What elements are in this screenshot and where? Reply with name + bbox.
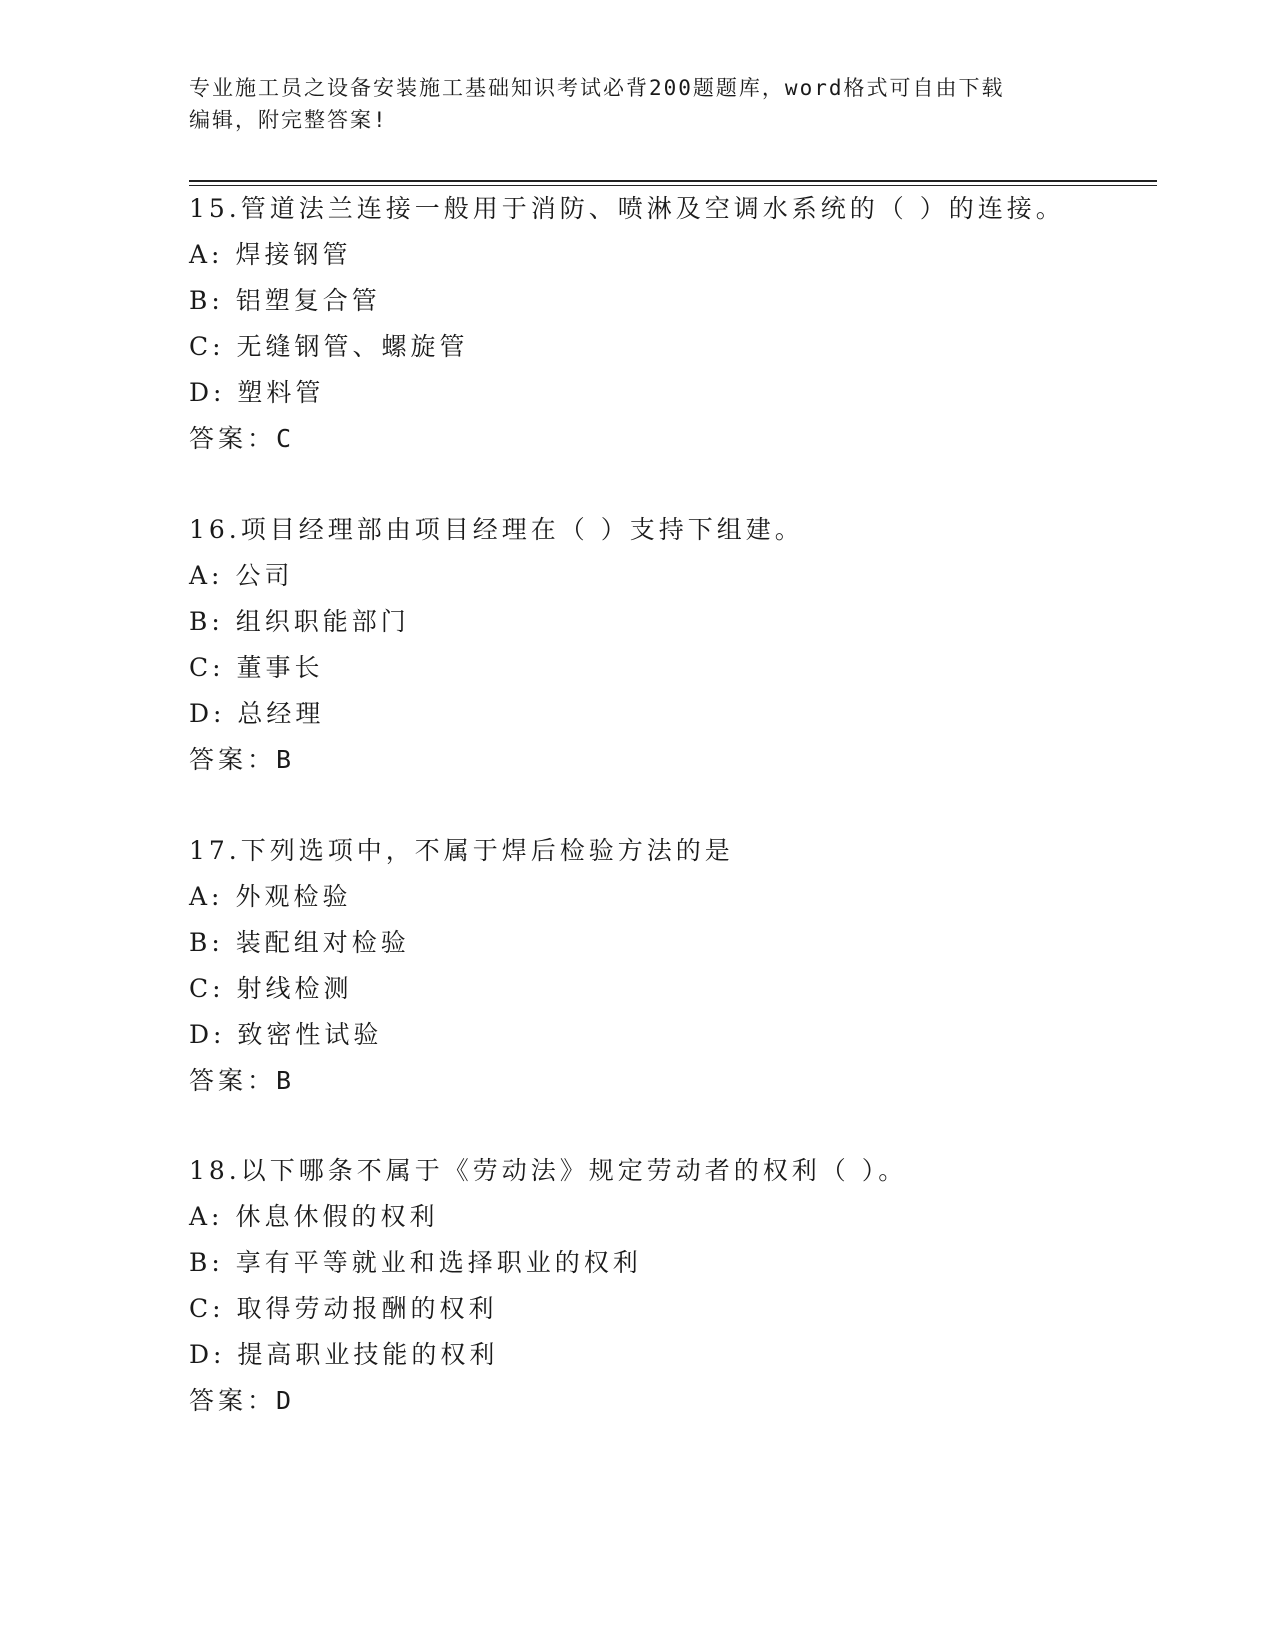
- option-letter: C:: [189, 653, 225, 682]
- option-text: 装配组对检验: [235, 928, 410, 957]
- header-divider-thick: [189, 180, 1157, 182]
- option-c: [189, 324, 1149, 370]
- question-15: [189, 186, 1149, 462]
- option-letter: A:: [189, 882, 224, 911]
- question-17: [189, 828, 1149, 1104]
- option-b: [189, 599, 1149, 645]
- option-b: [189, 278, 1149, 324]
- question-stem: 18.以下哪条不属于《劳动法》规定劳动者的权利（ ）。: [189, 1156, 908, 1185]
- option-a: [189, 874, 1149, 920]
- option-letter: A:: [189, 561, 224, 590]
- option-text: 塑料管: [237, 378, 325, 407]
- option-text: 休息休假的权利: [235, 1202, 439, 1231]
- option-letter: B:: [189, 1248, 224, 1277]
- option-b: [189, 1240, 1149, 1286]
- option-letter: B:: [189, 928, 224, 957]
- question-stem: 17.下列选项中，不属于焊后检验方法的是: [189, 836, 734, 865]
- option-a: [189, 553, 1149, 599]
- option-text: 董事长: [236, 653, 324, 682]
- header-line-2: 编辑，附完整答案!: [189, 108, 388, 132]
- option-letter: A:: [189, 240, 224, 269]
- answer-line: 答案：B: [189, 745, 296, 774]
- answer-line: 答案：C: [189, 424, 296, 453]
- option-text: 取得劳动报酬的权利: [236, 1294, 498, 1323]
- option-text: 外观检验: [235, 882, 352, 911]
- option-text: 无缝钢管、螺旋管: [236, 332, 469, 361]
- option-text: 铝塑复合管: [235, 286, 381, 315]
- question-stem: 15.管道法兰连接一般用于消防、喷淋及空调水系统的（ ）的连接。: [189, 194, 1065, 223]
- option-letter: D:: [189, 378, 226, 407]
- option-d: [189, 1012, 1149, 1058]
- option-letter: D:: [189, 1020, 226, 1049]
- option-d: [189, 370, 1149, 416]
- option-text: 焊接钢管: [235, 240, 352, 269]
- option-letter: D:: [189, 699, 226, 728]
- option-text: 总经理: [237, 699, 325, 728]
- option-letter: C:: [189, 1294, 225, 1323]
- option-text: 组织职能部门: [235, 607, 410, 636]
- document-header: [189, 72, 1069, 136]
- option-letter: B:: [189, 607, 224, 636]
- answer-line: 答案：B: [189, 1066, 296, 1095]
- option-c: [189, 645, 1149, 691]
- answer-line: 答案：D: [189, 1386, 296, 1415]
- option-d: [189, 691, 1149, 737]
- option-letter: B:: [189, 286, 224, 315]
- option-b: [189, 920, 1149, 966]
- option-letter: C:: [189, 332, 225, 361]
- option-text: 公司: [235, 561, 294, 590]
- option-c: [189, 1286, 1149, 1332]
- option-letter: A:: [189, 1202, 224, 1231]
- option-a: [189, 1194, 1149, 1240]
- option-text: 提高职业技能的权利: [237, 1340, 499, 1369]
- option-text: 享有平等就业和选择职业的权利: [235, 1248, 642, 1277]
- option-letter: C:: [189, 974, 225, 1003]
- question-16: [189, 507, 1149, 783]
- option-text: 射线检测: [236, 974, 353, 1003]
- option-c: [189, 966, 1149, 1012]
- question-18: [189, 1148, 1149, 1424]
- option-a: [189, 232, 1149, 278]
- question-stem: 16.项目经理部由项目经理在（ ）支持下组建。: [189, 515, 804, 544]
- option-text: 致密性试验: [237, 1020, 383, 1049]
- option-letter: D:: [189, 1340, 226, 1369]
- header-line-1: 专业施工员之设备安装施工基础知识考试必背200题题库，word格式可自由下载: [189, 76, 1005, 100]
- option-d: [189, 1332, 1149, 1378]
